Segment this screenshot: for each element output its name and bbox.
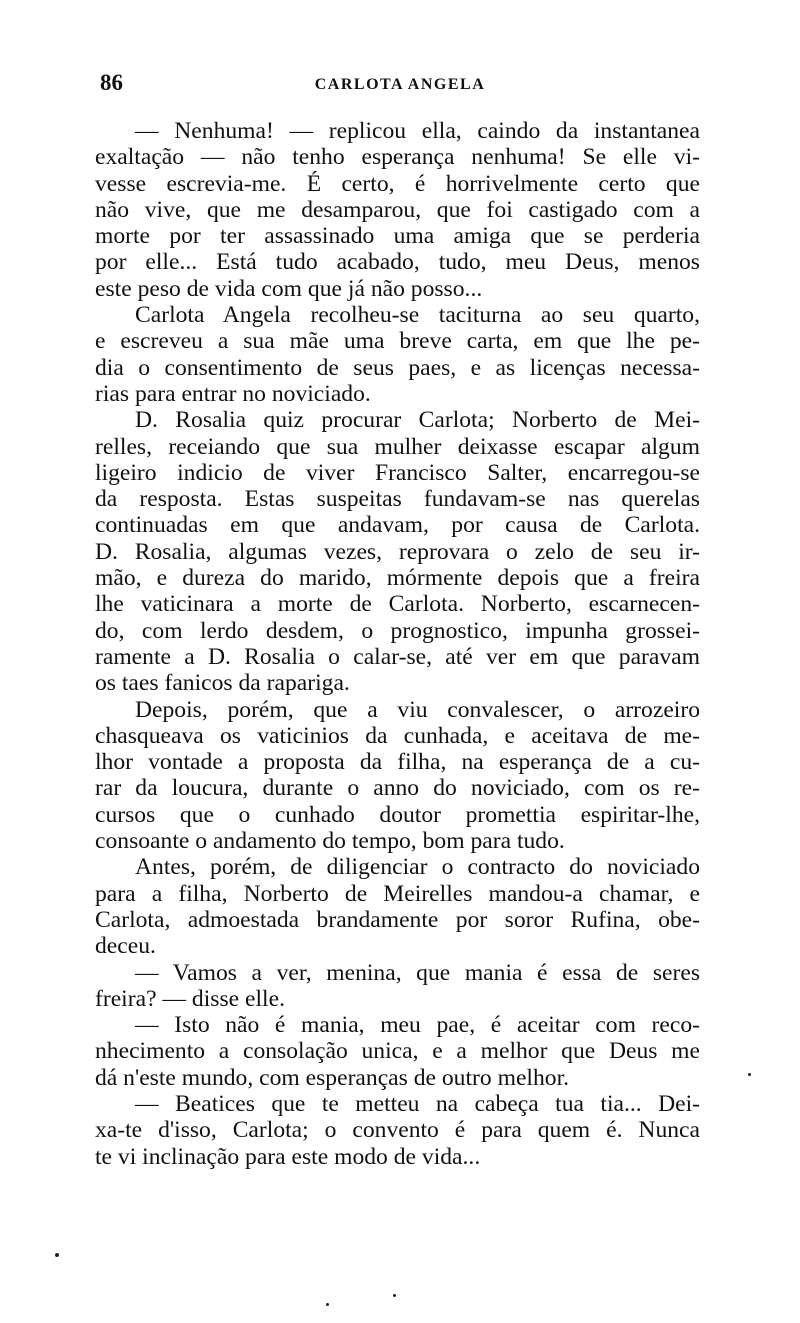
text-line: — Nenhuma! — replicou ella, caindo da instantanea [135,118,700,144]
text-line: do, com lerdo desdem, o prognostico, impunha grossei- [95,617,700,644]
text-line: consoante o andamento do tempo, bom para tudo. [95,828,565,855]
page-header [100,70,700,104]
text-line: exaltação — não tenho esperança nenhuma! Se elle vi- [95,144,700,171]
text-line: chasqueava os vaticinios da cunhada, e aceitava de me- [95,722,700,749]
body-text [95,118,700,1170]
text-line: dia o consentimento de seus paes, e as licenças necessa- [95,354,700,381]
text-line: Carlota, admoestada brandamente por soror Rufina, obe- [95,906,700,933]
text-line: dá n'este mundo, com esperanças de outro melhor. [95,1064,570,1091]
text-line: Depois, porém, que a viu convalescer, o arrozeiro [135,696,700,723]
text-line: ramente a D. Rosalia o calar-se, até ver em que paravam [95,643,700,670]
text-line: Carlota Angela recolheu-se taciturna ao seu quarto, [135,302,700,329]
ink-speck [393,1294,396,1297]
text-line: freira? — disse elle. [95,985,285,1012]
text-line: rar da loucura, durante o anno do noviciado, com os re- [95,775,700,802]
text-line: te vi inclinação para este modo de vida... [95,1143,481,1170]
text-line: mão, e dureza do marido, mórmente depois que a freira [95,565,700,592]
text-line: continuadas em que andavam, por causa de Carlota. [95,512,700,539]
ink-speck [326,1303,329,1306]
text-line: vesse escrevia-me. É certo, é horrivelmente certo que [95,170,700,197]
text-line: os taes fanicos da rapariga. [95,670,350,697]
text-line: por elle... Está tudo acabado, tudo, meu Deus, menos [95,249,700,276]
text-line: — Beatices que te metteu na cabeça tua tia... Dei- [135,1090,700,1117]
page-number: 86 [100,70,123,95]
text-line: D. Rosalia, algumas vezes, reprovara o zelo de seu ir- [95,538,700,565]
running-title: CARLOTA ANGELA [314,76,486,93]
text-line: rias para entrar no noviciado. [95,380,371,407]
text-line: este peso de vida com que já não posso... [95,275,483,302]
text-line: da resposta. Estas suspeitas fundavam-se nas querelas [95,486,700,513]
text-line: nhecimento a consolação unica, e a melhor que Deus me [95,1038,700,1065]
text-line: morte por ter assassinado uma amiga que se perderia [95,223,700,250]
text-line: ligeiro indicio de viver Francisco Salter, encarregou-se [95,459,700,486]
text-line: Antes, porém, de diligenciar o contracto do noviciado [135,854,700,881]
ink-speck [748,1073,751,1076]
text-line: e escreveu a sua mãe uma breve carta, em que lhe pe- [95,328,700,355]
text-line: cursos que o cunhado doutor promettia espiritar-lhe, [95,801,700,828]
text-line: não vive, que me desamparou, que foi castigado com a [95,196,700,223]
text-line: para a filha, Norberto de Meirelles mandou-a chamar, e [95,880,700,907]
text-line: lhe vaticinara a morte de Carlota. Norberto, escarnecen- [95,591,700,618]
text-line: lhor vontade a proposta da filha, na esperança de a cu- [95,749,700,776]
text-line: D. Rosalia quiz procurar Carlota; Norberto de Mei- [135,407,700,434]
ink-speck [55,1253,59,1257]
text-line: deceu. [95,933,156,960]
text-line: xa-te d'isso, Carlota; o convento é para quem é. Nunca [95,1117,700,1144]
text-line: relles, receiando que sua mulher deixasse escapar algum [95,433,700,460]
text-line: — Isto não é mania, meu pae, é aceitar com reco- [135,1012,700,1039]
text-line: — Vamos a ver, menina, que mania é essa de seres [135,959,700,986]
